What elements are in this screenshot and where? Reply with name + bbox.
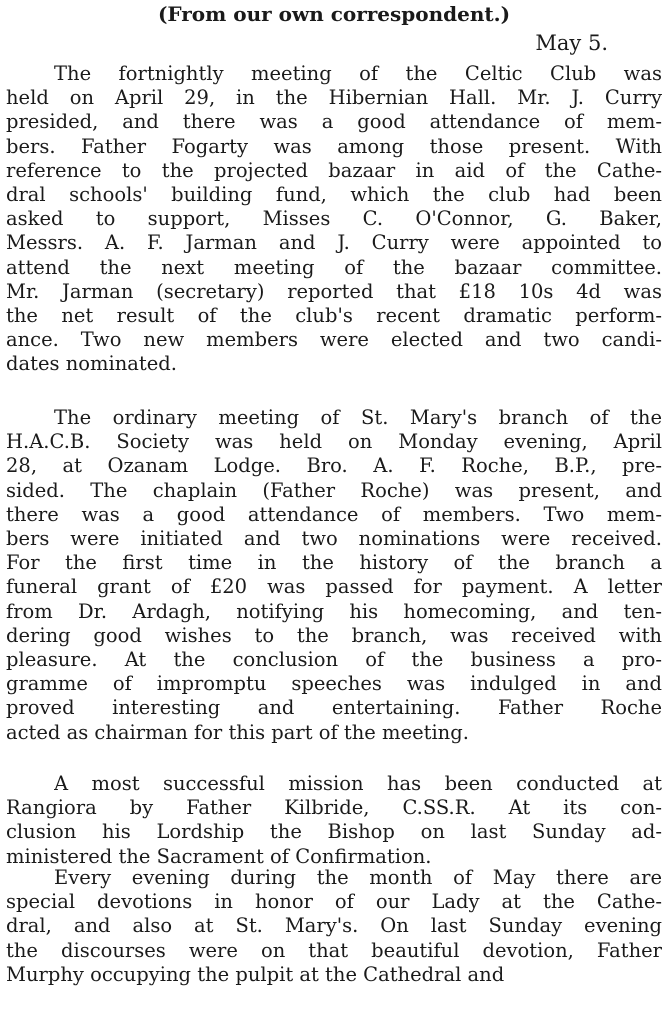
article-line: dates nominated. xyxy=(6,352,177,376)
dateline: May 5. xyxy=(535,31,608,55)
article-line: there was a good attendance of members. Two mem- xyxy=(6,502,662,526)
article-line: H.A.C.B. Society was held on Monday evening, April xyxy=(6,430,662,454)
article-line: held on April 29, in the Hibernian Hall. Mr. J. Curry xyxy=(6,86,662,110)
article-line: bers. Father Fogarty was among those present. With xyxy=(6,134,662,158)
article-line: special devotions in honor of our Lady at the Cathe- xyxy=(6,890,662,914)
article-line: dral, and also at St. Mary's. On last Sunday evening xyxy=(6,914,662,938)
article-line: For the first time in the history of the branch a xyxy=(6,551,662,575)
article-line: proved interesting and entertaining. Father Roche xyxy=(6,696,662,720)
article-line: Every evening during the month of May there are xyxy=(54,866,662,889)
article-line: pleasure. At the conclusion of the business a pro- xyxy=(6,648,662,671)
article-line: A most successful mission has been conducted at xyxy=(54,772,662,795)
article-line: clusion his Lordship the Bishop on last Sunday ad- xyxy=(6,820,662,844)
headline: (From our own correspondent.) xyxy=(157,2,511,26)
article-line: the net result of the club's recent dramatic perform- xyxy=(6,304,662,327)
article-line: acted as chairman for this part of the meeting. xyxy=(6,720,469,744)
article-line: bers were initiated and two nominations were received. xyxy=(6,527,662,550)
article-line: asked to support, Misses C. O'Connor, G. Baker, xyxy=(6,207,662,231)
article-line: Mr. Jarman (secretary) reported that £18 10s 4d was xyxy=(6,279,662,303)
article-line: the discourses were on that beautiful devotion, Father xyxy=(6,938,662,962)
article-line: sided. The chaplain (Father Roche) was present, and xyxy=(6,478,662,502)
article-line: Rangiora by Father Kilbride, C.SS.R. At its con- xyxy=(6,796,662,820)
article-line: The fortnightly meeting of the Celtic Club was xyxy=(54,62,662,85)
article-line: ance. Two new members were elected and two candi- xyxy=(6,328,662,352)
article-line: gramme of impromptu speeches was indulged in and xyxy=(6,672,662,696)
article-line: dering good wishes to the branch, was received with xyxy=(6,623,662,647)
article-line: from Dr. Ardagh, notifying his homecoming, and ten- xyxy=(6,599,662,623)
article-line: dral schools' building fund, which the club had been xyxy=(6,183,662,206)
article-line: presided, and there was a good attendance of mem- xyxy=(6,110,662,134)
article-line: ministered the Sacrament of Confirmation. xyxy=(6,844,432,868)
article-line: attend the next meeting of the bazaar committee. xyxy=(6,255,662,279)
article-line: The ordinary meeting of St. Mary's branch of the xyxy=(54,406,662,429)
article-line: Murphy occupying the pulpit at the Cathedral and xyxy=(6,962,505,986)
article-line: funeral grant of £20 was passed for payment. A letter xyxy=(6,575,662,599)
article-line: Messrs. A. F. Jarman and J. Curry were appointed to xyxy=(6,231,662,255)
article-line: 28, at Ozanam Lodge. Bro. A. F. Roche, B.P., pre- xyxy=(6,454,662,478)
article-line: reference to the projected bazaar in aid of the Cathe- xyxy=(6,158,662,182)
